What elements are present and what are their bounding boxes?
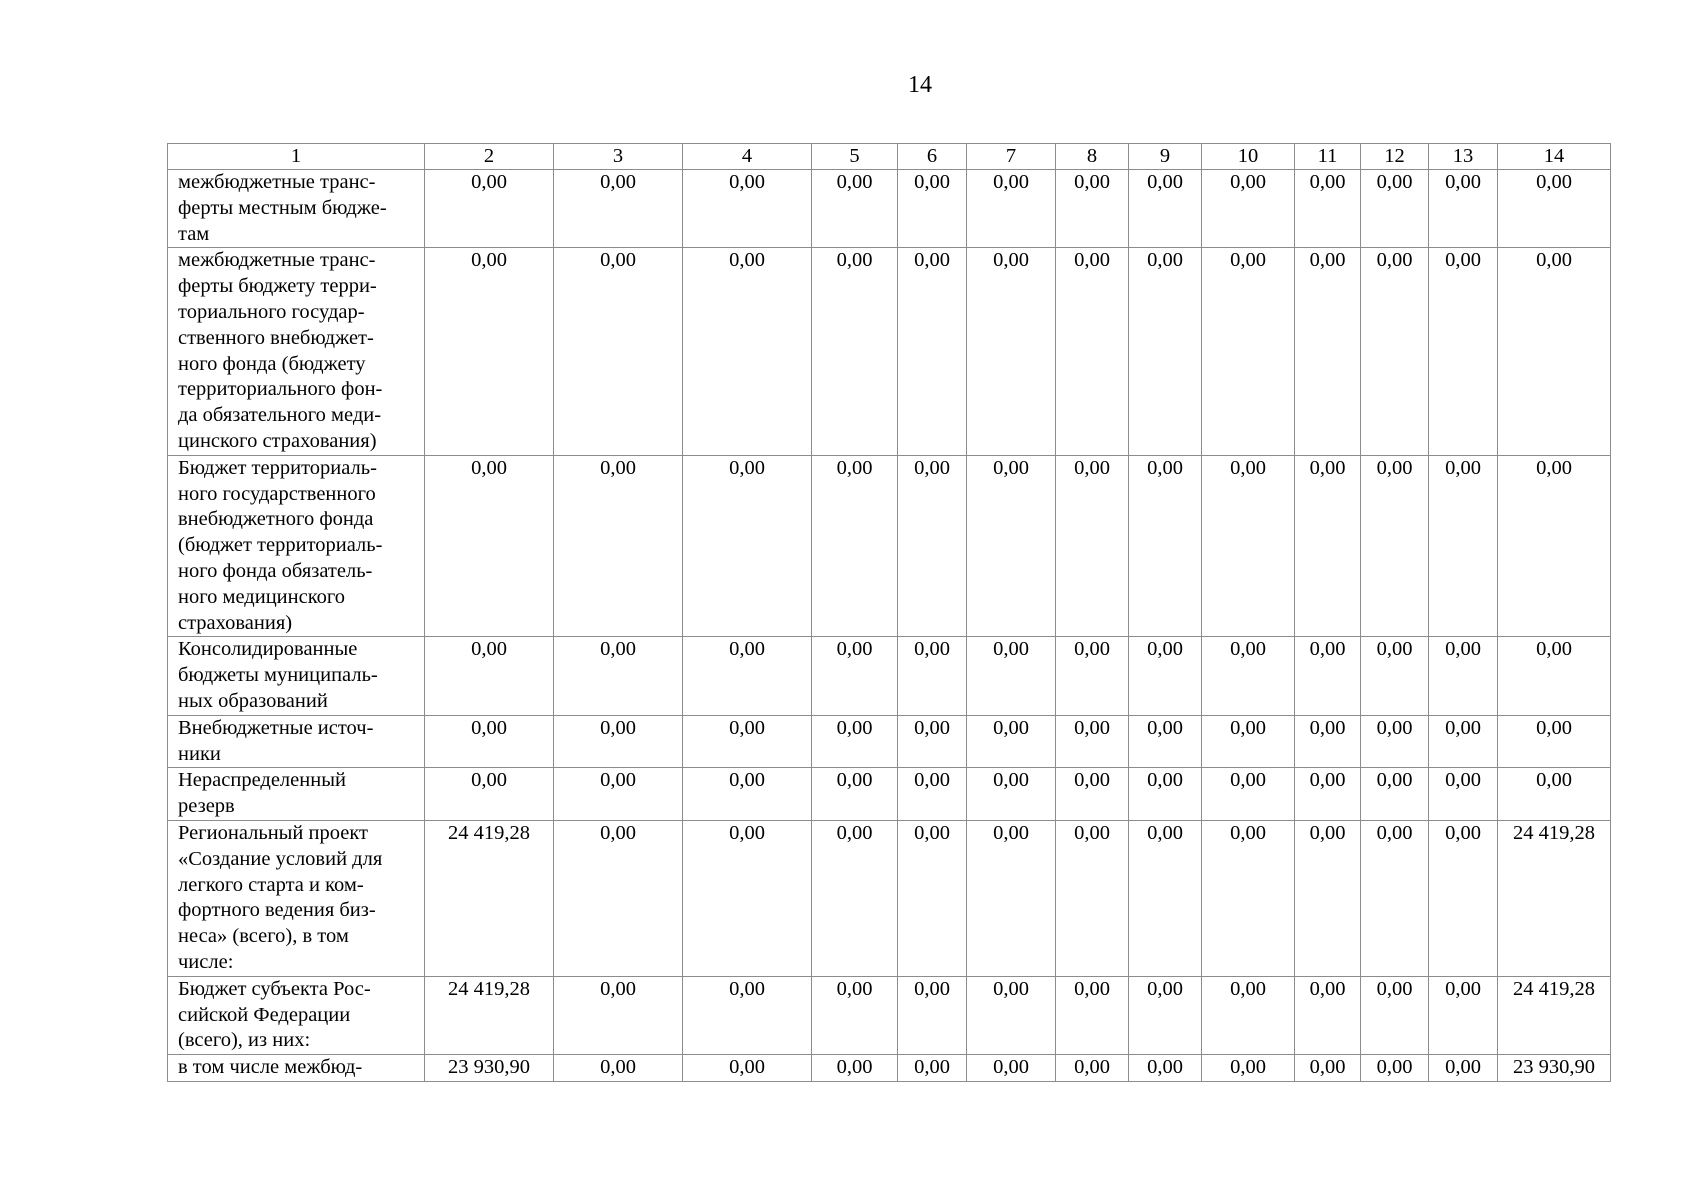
table-row bbox=[168, 248, 1611, 455]
value-cell: 0,00 bbox=[1056, 455, 1129, 637]
row-label-line: числе: bbox=[178, 950, 234, 973]
value-cell: 0,00 bbox=[898, 820, 967, 976]
value-cell: 0,00 bbox=[1202, 170, 1295, 248]
value-cell: 0,00 bbox=[1295, 1055, 1361, 1082]
column-header: 5 bbox=[812, 144, 898, 170]
value-cell: 0,00 bbox=[967, 715, 1056, 768]
value-cell: 0,00 bbox=[967, 820, 1056, 976]
row-label-line: Внебюджетные источ- bbox=[178, 716, 374, 739]
value-cell: 0,00 bbox=[425, 455, 554, 637]
value-cell: 0,00 bbox=[425, 248, 554, 455]
value-cell: 0,00 bbox=[683, 820, 812, 976]
value-cell: 0,00 bbox=[425, 768, 554, 821]
value-cell: 0,00 bbox=[898, 170, 967, 248]
value-cell: 0,00 bbox=[1429, 768, 1498, 821]
value-cell: 24 419,28 bbox=[425, 976, 554, 1054]
value-cell: 0,00 bbox=[1361, 768, 1429, 821]
row-label bbox=[168, 1055, 425, 1082]
value-cell: 0,00 bbox=[812, 976, 898, 1054]
value-cell: 23 930,90 bbox=[425, 1055, 554, 1082]
value-cell: 0,00 bbox=[812, 1055, 898, 1082]
value-cell: 0,00 bbox=[967, 637, 1056, 715]
column-header: 8 bbox=[1056, 144, 1129, 170]
value-cell: 0,00 bbox=[554, 170, 683, 248]
row-label-line: внебюджетного фонда bbox=[178, 508, 374, 531]
value-cell: 0,00 bbox=[1429, 1055, 1498, 1082]
value-cell: 23 930,90 bbox=[1498, 1055, 1611, 1082]
row-label-line: ного фонда обязатель- bbox=[178, 559, 373, 582]
value-cell: 0,00 bbox=[554, 976, 683, 1054]
value-cell: 0,00 bbox=[1429, 715, 1498, 768]
row-label-line: ного фонда (бюджету bbox=[178, 352, 366, 375]
row-label-line: ного медицинского bbox=[178, 585, 346, 608]
value-cell: 0,00 bbox=[554, 455, 683, 637]
value-cell: 0,00 bbox=[1295, 455, 1361, 637]
value-cell: 0,00 bbox=[1129, 248, 1202, 455]
value-cell: 0,00 bbox=[898, 248, 967, 455]
column-header: 3 bbox=[554, 144, 683, 170]
row-label bbox=[168, 455, 425, 637]
value-cell: 0,00 bbox=[1202, 820, 1295, 976]
value-cell: 0,00 bbox=[1295, 820, 1361, 976]
row-label-line: ных образований bbox=[178, 689, 328, 712]
row-label-line: территориального фон- bbox=[178, 378, 383, 401]
value-cell: 0,00 bbox=[898, 637, 967, 715]
row-label bbox=[168, 170, 425, 248]
value-cell: 0,00 bbox=[967, 248, 1056, 455]
value-cell: 0,00 bbox=[683, 768, 812, 821]
value-cell: 0,00 bbox=[898, 976, 967, 1054]
value-cell: 0,00 bbox=[1498, 715, 1611, 768]
value-cell: 0,00 bbox=[683, 1055, 812, 1082]
value-cell: 0,00 bbox=[812, 170, 898, 248]
value-cell: 0,00 bbox=[1361, 820, 1429, 976]
column-header: 14 bbox=[1498, 144, 1611, 170]
value-cell: 0,00 bbox=[967, 768, 1056, 821]
value-cell: 0,00 bbox=[1129, 170, 1202, 248]
row-label-line: неса» (всего), в том bbox=[178, 925, 349, 948]
row-label-line: резерв bbox=[178, 795, 235, 818]
value-cell: 0,00 bbox=[967, 170, 1056, 248]
value-cell: 0,00 bbox=[967, 1055, 1056, 1082]
row-label-line: (всего), из них: bbox=[178, 1029, 311, 1052]
value-cell: 0,00 bbox=[1056, 768, 1129, 821]
value-cell: 0,00 bbox=[1295, 248, 1361, 455]
value-cell: 0,00 bbox=[1295, 637, 1361, 715]
value-cell: 0,00 bbox=[554, 820, 683, 976]
value-cell: 0,00 bbox=[1295, 715, 1361, 768]
value-cell: 0,00 bbox=[683, 715, 812, 768]
row-label bbox=[168, 768, 425, 821]
row-label bbox=[168, 248, 425, 455]
value-cell: 0,00 bbox=[1361, 248, 1429, 455]
row-label-line: сийской Федерации bbox=[178, 1003, 351, 1026]
row-label-line: ториального государ- bbox=[178, 300, 365, 323]
column-header: 9 bbox=[1129, 144, 1202, 170]
value-cell: 0,00 bbox=[898, 1055, 967, 1082]
value-cell: 0,00 bbox=[812, 637, 898, 715]
row-label-line: межбюджетные транс- bbox=[178, 249, 376, 272]
value-cell: 0,00 bbox=[425, 170, 554, 248]
value-cell: 0,00 bbox=[1498, 170, 1611, 248]
value-cell: 0,00 bbox=[1429, 455, 1498, 637]
row-label-line: ферты бюджету терри- bbox=[178, 275, 377, 298]
value-cell: 24 419,28 bbox=[425, 820, 554, 976]
value-cell: 0,00 bbox=[898, 768, 967, 821]
column-header: 4 bbox=[683, 144, 812, 170]
value-cell: 0,00 bbox=[1429, 976, 1498, 1054]
value-cell: 0,00 bbox=[554, 715, 683, 768]
value-cell: 24 419,28 bbox=[1498, 820, 1611, 976]
table-row bbox=[168, 455, 1611, 637]
page-number: 14 bbox=[908, 72, 932, 98]
column-header: 10 bbox=[1202, 144, 1295, 170]
row-label bbox=[168, 715, 425, 768]
value-cell: 0,00 bbox=[1202, 455, 1295, 637]
value-cell: 0,00 bbox=[554, 1055, 683, 1082]
header-row bbox=[168, 144, 1611, 170]
row-label-line: фортного ведения биз- bbox=[178, 899, 376, 922]
column-header: 12 bbox=[1361, 144, 1429, 170]
value-cell: 0,00 bbox=[683, 455, 812, 637]
row-label-line: Консолидированные bbox=[178, 638, 358, 661]
value-cell: 0,00 bbox=[1361, 715, 1429, 768]
value-cell: 0,00 bbox=[1056, 248, 1129, 455]
row-label-line: межбюджетные транс- bbox=[178, 171, 376, 193]
value-cell: 0,00 bbox=[1295, 976, 1361, 1054]
value-cell: 0,00 bbox=[1202, 715, 1295, 768]
value-cell: 0,00 bbox=[1498, 455, 1611, 637]
value-cell: 0,00 bbox=[1056, 1055, 1129, 1082]
value-cell: 0,00 bbox=[683, 248, 812, 455]
row-label bbox=[168, 976, 425, 1054]
value-cell: 0,00 bbox=[1056, 715, 1129, 768]
value-cell: 0,00 bbox=[1429, 637, 1498, 715]
value-cell: 0,00 bbox=[812, 768, 898, 821]
value-cell: 0,00 bbox=[1129, 976, 1202, 1054]
value-cell: 0,00 bbox=[1202, 1055, 1295, 1082]
column-header: 6 bbox=[898, 144, 967, 170]
value-cell: 0,00 bbox=[425, 715, 554, 768]
table-row bbox=[168, 170, 1611, 248]
row-label-line: Бюджет территориаль- bbox=[178, 456, 377, 479]
value-cell: 0,00 bbox=[967, 455, 1056, 637]
value-cell: 0,00 bbox=[1498, 768, 1611, 821]
row-label-line: Региональный проект bbox=[178, 821, 368, 844]
row-label-line: ственного внебюджет- bbox=[178, 326, 374, 349]
value-cell: 0,00 bbox=[425, 637, 554, 715]
row-label-line: страхования) bbox=[178, 611, 293, 634]
value-cell: 0,00 bbox=[1361, 976, 1429, 1054]
value-cell: 0,00 bbox=[683, 976, 812, 1054]
value-cell: 0,00 bbox=[1202, 248, 1295, 455]
table-header bbox=[168, 144, 1611, 170]
value-cell: 0,00 bbox=[1056, 637, 1129, 715]
row-label-line: ного государственного bbox=[178, 482, 376, 505]
value-cell: 0,00 bbox=[898, 715, 967, 768]
value-cell: 0,00 bbox=[1295, 170, 1361, 248]
row-label-line: в том числе межбюд- bbox=[178, 1056, 363, 1079]
value-cell: 0,00 bbox=[812, 820, 898, 976]
column-header: 2 bbox=[425, 144, 554, 170]
table-row bbox=[168, 637, 1611, 715]
column-header: 13 bbox=[1429, 144, 1498, 170]
row-label-line: да обязательного меди- bbox=[178, 404, 382, 427]
row-label bbox=[168, 637, 425, 715]
value-cell: 0,00 bbox=[1295, 768, 1361, 821]
row-label-line: там bbox=[178, 222, 210, 245]
row-label bbox=[168, 820, 425, 976]
value-cell: 0,00 bbox=[812, 248, 898, 455]
column-header: 7 bbox=[967, 144, 1056, 170]
table-row bbox=[168, 768, 1611, 821]
row-label-line: легкого старта и ком- bbox=[178, 873, 364, 896]
table-row bbox=[168, 715, 1611, 768]
budget-table bbox=[167, 143, 1611, 1082]
value-cell: 0,00 bbox=[554, 248, 683, 455]
value-cell: 0,00 bbox=[1361, 170, 1429, 248]
value-cell: 0,00 bbox=[1056, 976, 1129, 1054]
table-row bbox=[168, 976, 1611, 1054]
value-cell: 0,00 bbox=[1129, 820, 1202, 976]
value-cell: 0,00 bbox=[554, 768, 683, 821]
row-label-line: бюджеты муниципаль- bbox=[178, 664, 378, 687]
row-label-line: (бюджет территориаль- bbox=[178, 534, 383, 557]
value-cell: 0,00 bbox=[1361, 455, 1429, 637]
value-cell: 0,00 bbox=[1129, 1055, 1202, 1082]
table-row bbox=[168, 820, 1611, 976]
value-cell: 0,00 bbox=[1429, 170, 1498, 248]
value-cell: 0,00 bbox=[683, 637, 812, 715]
value-cell: 0,00 bbox=[1056, 170, 1129, 248]
value-cell: 0,00 bbox=[1498, 637, 1611, 715]
table-row bbox=[168, 1055, 1611, 1082]
value-cell: 0,00 bbox=[1429, 820, 1498, 976]
value-cell: 0,00 bbox=[1129, 768, 1202, 821]
row-label-line: ферты местным бюдже- bbox=[178, 196, 387, 219]
value-cell: 0,00 bbox=[1129, 637, 1202, 715]
row-label-line: Бюджет субъекта Рос- bbox=[178, 977, 371, 1000]
value-cell: 0,00 bbox=[554, 637, 683, 715]
value-cell: 0,00 bbox=[812, 715, 898, 768]
value-cell: 24 419,28 bbox=[1498, 976, 1611, 1054]
value-cell: 0,00 bbox=[1202, 637, 1295, 715]
row-label-line: Нераспределенный bbox=[178, 769, 346, 792]
value-cell: 0,00 bbox=[1361, 637, 1429, 715]
value-cell: 0,00 bbox=[1056, 820, 1129, 976]
row-label-line: «Создание условий для bbox=[178, 847, 383, 870]
value-cell: 0,00 bbox=[1498, 248, 1611, 455]
value-cell: 0,00 bbox=[1129, 715, 1202, 768]
row-label-line: ники bbox=[178, 742, 221, 765]
value-cell: 0,00 bbox=[1202, 976, 1295, 1054]
value-cell: 0,00 bbox=[683, 170, 812, 248]
column-header: 1 bbox=[168, 144, 425, 170]
value-cell: 0,00 bbox=[967, 976, 1056, 1054]
value-cell: 0,00 bbox=[898, 455, 967, 637]
value-cell: 0,00 bbox=[812, 455, 898, 637]
value-cell: 0,00 bbox=[1202, 768, 1295, 821]
column-header: 11 bbox=[1295, 144, 1361, 170]
value-cell: 0,00 bbox=[1361, 1055, 1429, 1082]
table-body bbox=[168, 170, 1611, 1082]
value-cell: 0,00 bbox=[1429, 248, 1498, 455]
row-label-line: цинского страхования) bbox=[178, 429, 377, 452]
value-cell: 0,00 bbox=[1129, 455, 1202, 637]
